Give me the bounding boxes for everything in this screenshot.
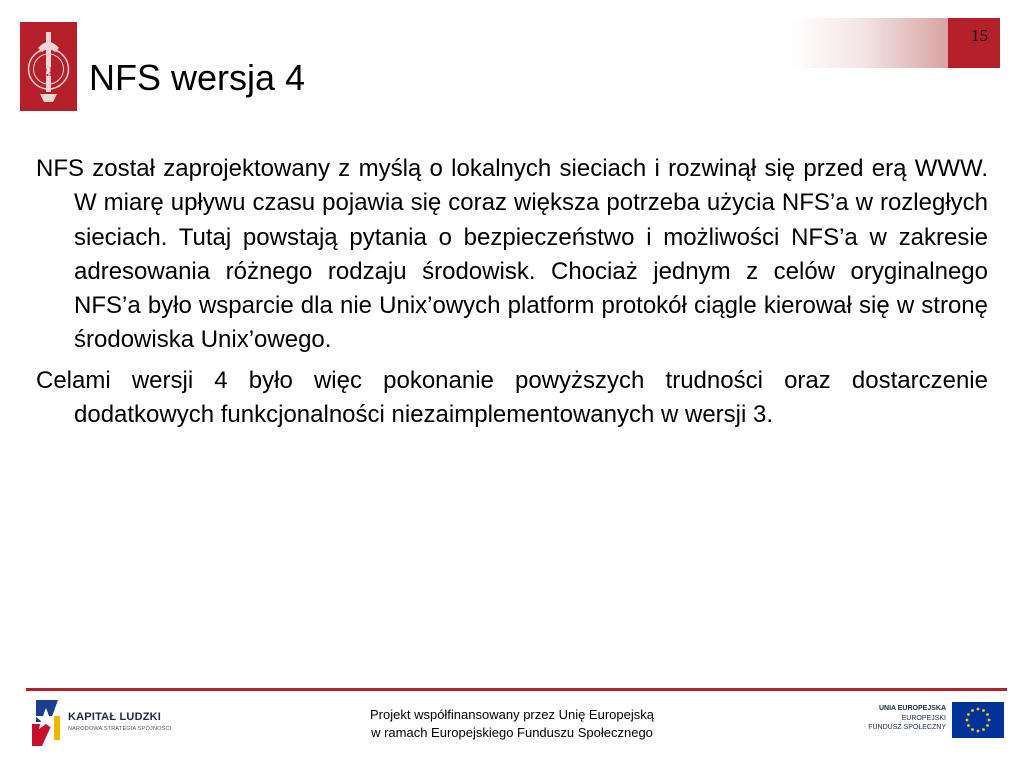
kapital-ludzki-title: KAPITAŁ LUDZKI [68, 711, 162, 723]
eu-star-icon [967, 713, 970, 716]
eu-star-icon [967, 724, 970, 727]
eu-label-line-3: FUNDUSZ SPOŁECZNY [868, 724, 946, 731]
project-line-1: Projekt współfinansowany przez Unię Europejską [370, 707, 654, 722]
footer-divider [26, 688, 1007, 691]
eu-star-icon [971, 728, 974, 731]
eu-star-icon [971, 709, 974, 712]
eu-star-icon [986, 724, 989, 727]
eu-star-icon [986, 713, 989, 716]
eu-label-line-2: EUROPEJSKI [901, 714, 946, 722]
project-line-2: w ramach Europejskiego Funduszu Społecznego [371, 725, 653, 740]
university-logo [20, 22, 77, 111]
kl-logo-red-shape [32, 724, 52, 746]
eu-star-icon [977, 730, 980, 733]
eu-star-icon [982, 728, 985, 731]
eu-star-icon [982, 709, 985, 712]
page-number-bar [790, 18, 1000, 68]
eu-star-icon [988, 719, 991, 722]
eu-flag-icon [952, 702, 1004, 738]
eu-fund-label [830, 704, 946, 733]
eu-star-icon [966, 719, 969, 722]
slide-content [36, 152, 988, 438]
paragraph-1: NFS został zaprojektowany z myślą o lokalnych sieciach i rozwinął się przed erą WWW. W miarę upływu czasu pojawia się coraz większa potrzeba użycia NFS’a w rozległych sieciach. Tutaj powstają pytania o bezpieczeństwo i możliwości NFS’a w zakresie adresowania różnego rodzaju środowisk. Chociaż jednym z celów oryginalnego NFS’a było wsparcie dla nie Unix’owych platform protokół ciągle kierował się w stronę środowiska Unix’owego. [36, 155, 988, 354]
kapital-ludzki-subtitle: NARODOWA STRATEGIA SPÓJNOŚCI [68, 726, 172, 732]
eu-star-icon [977, 708, 980, 711]
paragraph-2: Celami wersji 4 było więc pokonanie powyższych trudności oraz dostarczenie dodatkowych funkcjonalności niezaimplementowanych w wersji 3. [36, 366, 988, 429]
eu-label-line-1: UNIA EUROPEJSKA [878, 705, 946, 712]
kl-logo-yellow-shape [54, 716, 60, 740]
pl-emblem-icon [20, 22, 77, 111]
logo-letters: P.Ł [39, 64, 58, 79]
slide-title: NFS wersja 4 [89, 57, 306, 98]
project-funding-note [300, 706, 724, 742]
page-number: 15 [971, 26, 988, 45]
